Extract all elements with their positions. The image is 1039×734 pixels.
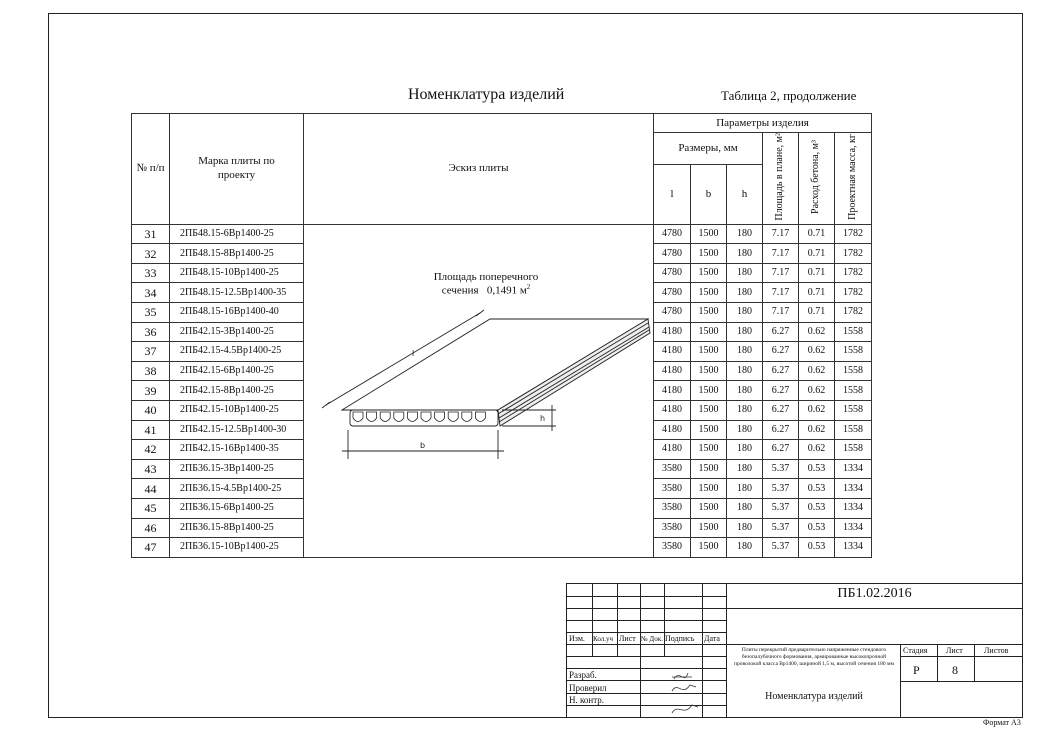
row-mark: 2ПБ48.15-16Вр1400-40 — [170, 303, 304, 323]
cell-conc: 0.62 — [799, 440, 835, 460]
header-params: Параметры изделия — [654, 114, 872, 133]
cell-conc: 0.71 — [799, 244, 835, 264]
cell-b: 1500 — [691, 498, 727, 518]
hdr-list: Лист — [619, 634, 636, 643]
document-title: Номенклатура изделий — [408, 86, 565, 103]
label-l: l — [412, 348, 415, 358]
cell-area: 6.27 — [763, 322, 799, 342]
cell-mass: 1558 — [835, 322, 872, 342]
cell-mass: 1334 — [835, 518, 872, 538]
cell-h: 180 — [727, 342, 763, 362]
cell-h: 180 — [727, 400, 763, 420]
row-number: 33 — [132, 263, 170, 283]
row-mark: 2ПБ36.15-4.5Вр1400-25 — [170, 479, 304, 499]
cell-b: 1500 — [691, 263, 727, 283]
cell-b: 1500 — [691, 342, 727, 362]
cell-h: 180 — [727, 479, 763, 499]
cell-area: 7.17 — [763, 303, 799, 323]
cell-mass: 1782 — [835, 244, 872, 264]
row-number: 45 — [132, 498, 170, 518]
cell-l: 4180 — [654, 381, 691, 401]
cell-b: 1500 — [691, 538, 727, 558]
cell-b: 1500 — [691, 283, 727, 303]
header-mass — [835, 133, 872, 225]
hdr-podpis: Подпись — [665, 634, 695, 643]
row-mark: 2ПБ42.15-16Вр1400-35 — [170, 440, 304, 460]
list-value: 8 — [952, 663, 958, 677]
row-mark: 2ПБ48.15-10Вр1400-25 — [170, 263, 304, 283]
cell-area: 5.37 — [763, 518, 799, 538]
header-mark-text: Марка плиты по проекту — [198, 155, 275, 181]
row-number: 36 — [132, 322, 170, 342]
hdr-koluch: Кол.уч — [593, 635, 613, 643]
row-number: 39 — [132, 381, 170, 401]
cell-mass: 1782 — [835, 224, 872, 244]
list-label: Лист — [946, 646, 963, 655]
cell-area: 6.27 — [763, 420, 799, 440]
cell-l: 4180 — [654, 420, 691, 440]
header-sketch: Эскиз плиты — [304, 114, 654, 225]
cell-conc: 0.62 — [799, 322, 835, 342]
cell-l: 4780 — [654, 244, 691, 264]
cell-h: 180 — [727, 420, 763, 440]
cell-mass: 1334 — [835, 498, 872, 518]
razrab-label: Разраб. — [569, 670, 597, 680]
cell-mass: 1782 — [835, 263, 872, 283]
sketch-cell — [304, 224, 654, 557]
table-row — [132, 224, 872, 244]
header-b: b — [691, 164, 727, 224]
row-number: 46 — [132, 518, 170, 538]
cell-conc: 0.53 — [799, 459, 835, 479]
cell-b: 1500 — [691, 381, 727, 401]
header-concrete-text: Расход бетона, м³ — [810, 139, 822, 214]
cell-b: 1500 — [691, 420, 727, 440]
title-block — [566, 583, 1023, 718]
cell-conc: 0.71 — [799, 224, 835, 244]
cell-mass: 1558 — [835, 361, 872, 381]
cell-h: 180 — [727, 381, 763, 401]
header-area-text: Площадь в плане, м² — [774, 133, 786, 221]
row-number: 32 — [132, 244, 170, 264]
document-code: ПБ1.02.2016 — [837, 586, 912, 601]
cell-h: 180 — [727, 224, 763, 244]
cell-conc: 0.71 — [799, 283, 835, 303]
header-mark — [170, 114, 304, 225]
row-number: 44 — [132, 479, 170, 499]
row-mark: 2ПБ42.15-6Вр1400-25 — [170, 361, 304, 381]
cell-h: 180 — [727, 244, 763, 264]
cell-conc: 0.71 — [799, 263, 835, 283]
proveril-label: Проверил — [569, 683, 607, 693]
cell-h: 180 — [727, 263, 763, 283]
sheet-name: Номенклатура изделий — [765, 691, 863, 702]
row-mark: 2ПБ48.15-8Вр1400-25 — [170, 244, 304, 264]
cell-b: 1500 — [691, 459, 727, 479]
header-h: h — [727, 164, 763, 224]
cell-l: 4180 — [654, 342, 691, 362]
label-b: b — [420, 440, 426, 450]
cell-area: 6.27 — [763, 381, 799, 401]
header-sizes: Размеры, мм — [654, 133, 763, 165]
caption-line2 — [406, 283, 566, 297]
cell-h: 180 — [727, 361, 763, 381]
sketch-caption — [406, 271, 566, 298]
cell-b: 1500 — [691, 440, 727, 460]
header-area — [763, 133, 799, 225]
cell-l: 3580 — [654, 538, 691, 558]
row-number: 40 — [132, 400, 170, 420]
cell-conc: 0.71 — [799, 303, 835, 323]
cell-h: 180 — [727, 283, 763, 303]
cell-area: 7.17 — [763, 244, 799, 264]
row-number: 38 — [132, 361, 170, 381]
format-label: Формат А3 — [983, 718, 1021, 727]
cell-l: 3580 — [654, 479, 691, 499]
caption-value: 0,1491 м — [486, 284, 527, 297]
row-mark: 2ПБ36.15-10Вр1400-25 — [170, 538, 304, 558]
cell-conc: 0.53 — [799, 479, 835, 499]
row-mark: 2ПБ36.15-8Вр1400-25 — [170, 518, 304, 538]
cell-b: 1500 — [691, 322, 727, 342]
hdr-izm: Изм. — [569, 634, 585, 643]
slab-sketch — [312, 309, 652, 469]
header-concrete — [799, 133, 835, 225]
cell-h: 180 — [727, 518, 763, 538]
listov-label: Листов — [984, 646, 1009, 655]
cell-b: 1500 — [691, 518, 727, 538]
cell-area: 5.37 — [763, 498, 799, 518]
header-num: № п/п — [132, 114, 170, 225]
table-label: Таблица 2, продолжение — [721, 88, 857, 103]
cell-mass: 1558 — [835, 381, 872, 401]
cell-area: 7.17 — [763, 283, 799, 303]
cell-b: 1500 — [691, 224, 727, 244]
stadiya-value: Р — [913, 663, 920, 677]
cell-mass: 1334 — [835, 538, 872, 558]
row-mark: 2ПБ42.15-3Вр1400-25 — [170, 322, 304, 342]
cell-l: 4180 — [654, 361, 691, 381]
cell-l: 3580 — [654, 518, 691, 538]
cell-b: 1500 — [691, 361, 727, 381]
header-mass-text: Проектная масса, кг — [846, 133, 858, 220]
cell-h: 180 — [727, 538, 763, 558]
row-number: 43 — [132, 459, 170, 479]
cell-l: 4180 — [654, 322, 691, 342]
caption-word: сечения — [441, 284, 479, 297]
cell-h: 180 — [727, 303, 763, 323]
cell-conc: 0.62 — [799, 342, 835, 362]
nomenclature-table — [131, 113, 872, 558]
product-description: Плиты перекрытий предварительно напряженные стендового безопалубочного формования, армированные высокопрочной проволокой класса Вр1400, шириной 1,5 м, высотой сечения 180 мм — [734, 647, 894, 667]
row-number: 31 — [132, 224, 170, 244]
cell-mass: 1334 — [835, 459, 872, 479]
row-mark: 2ПБ48.15-6Вр1400-25 — [170, 224, 304, 244]
cell-mass: 1558 — [835, 400, 872, 420]
cell-l: 3580 — [654, 459, 691, 479]
cell-area: 6.27 — [763, 440, 799, 460]
cell-mass: 1782 — [835, 303, 872, 323]
cell-mass: 1334 — [835, 479, 872, 499]
cell-area: 7.17 — [763, 263, 799, 283]
cell-mass: 1558 — [835, 342, 872, 362]
cell-conc: 0.62 — [799, 361, 835, 381]
cell-l: 4780 — [654, 303, 691, 323]
cell-area: 7.17 — [763, 224, 799, 244]
cell-l: 4180 — [654, 440, 691, 460]
cell-conc: 0.62 — [799, 400, 835, 420]
cell-area: 6.27 — [763, 342, 799, 362]
row-number: 35 — [132, 303, 170, 323]
cell-mass: 1558 — [835, 440, 872, 460]
row-number: 42 — [132, 440, 170, 460]
hdr-ndok: № Док. — [641, 635, 663, 643]
row-number: 37 — [132, 342, 170, 362]
cell-area: 6.27 — [763, 361, 799, 381]
stadiya-label: Стадия — [903, 646, 928, 655]
nkontr-label: Н. контр. — [569, 695, 605, 705]
cell-h: 180 — [727, 322, 763, 342]
row-mark: 2ПБ36.15-3Вр1400-25 — [170, 459, 304, 479]
row-mark: 2ПБ48.15-12.5Вр1400-35 — [170, 283, 304, 303]
cell-area: 5.37 — [763, 459, 799, 479]
cell-h: 180 — [727, 440, 763, 460]
cell-l: 4180 — [654, 400, 691, 420]
hdr-data: Дата — [704, 634, 720, 643]
row-mark: 2ПБ36.15-6Вр1400-25 — [170, 498, 304, 518]
caption-sup: 2 — [526, 283, 531, 292]
header-l: l — [654, 164, 691, 224]
cell-mass: 1782 — [835, 283, 872, 303]
cell-l: 4780 — [654, 283, 691, 303]
cell-l: 4780 — [654, 263, 691, 283]
row-mark: 2ПБ42.15-10Вр1400-25 — [170, 400, 304, 420]
cell-h: 180 — [727, 498, 763, 518]
cell-b: 1500 — [691, 400, 727, 420]
cell-conc: 0.62 — [799, 420, 835, 440]
row-number: 47 — [132, 538, 170, 558]
caption-line1: Площадь поперечного — [433, 270, 539, 283]
row-number: 34 — [132, 283, 170, 303]
cell-b: 1500 — [691, 479, 727, 499]
row-number: 41 — [132, 420, 170, 440]
row-mark: 2ПБ42.15-8Вр1400-25 — [170, 381, 304, 401]
cell-area: 5.37 — [763, 538, 799, 558]
cell-h: 180 — [727, 459, 763, 479]
cell-area: 6.27 — [763, 400, 799, 420]
cell-conc: 0.53 — [799, 518, 835, 538]
label-h: h — [540, 413, 546, 423]
cell-l: 3580 — [654, 498, 691, 518]
row-mark: 2ПБ42.15-12.5Вр1400-30 — [170, 420, 304, 440]
cell-b: 1500 — [691, 244, 727, 264]
cell-l: 4780 — [654, 224, 691, 244]
cell-conc: 0.53 — [799, 538, 835, 558]
row-mark: 2ПБ42.15-4.5Вр1400-25 — [170, 342, 304, 362]
cell-conc: 0.62 — [799, 381, 835, 401]
cell-b: 1500 — [691, 303, 727, 323]
cell-mass: 1558 — [835, 420, 872, 440]
cell-area: 5.37 — [763, 479, 799, 499]
cell-conc: 0.53 — [799, 498, 835, 518]
signatures — [668, 667, 702, 715]
